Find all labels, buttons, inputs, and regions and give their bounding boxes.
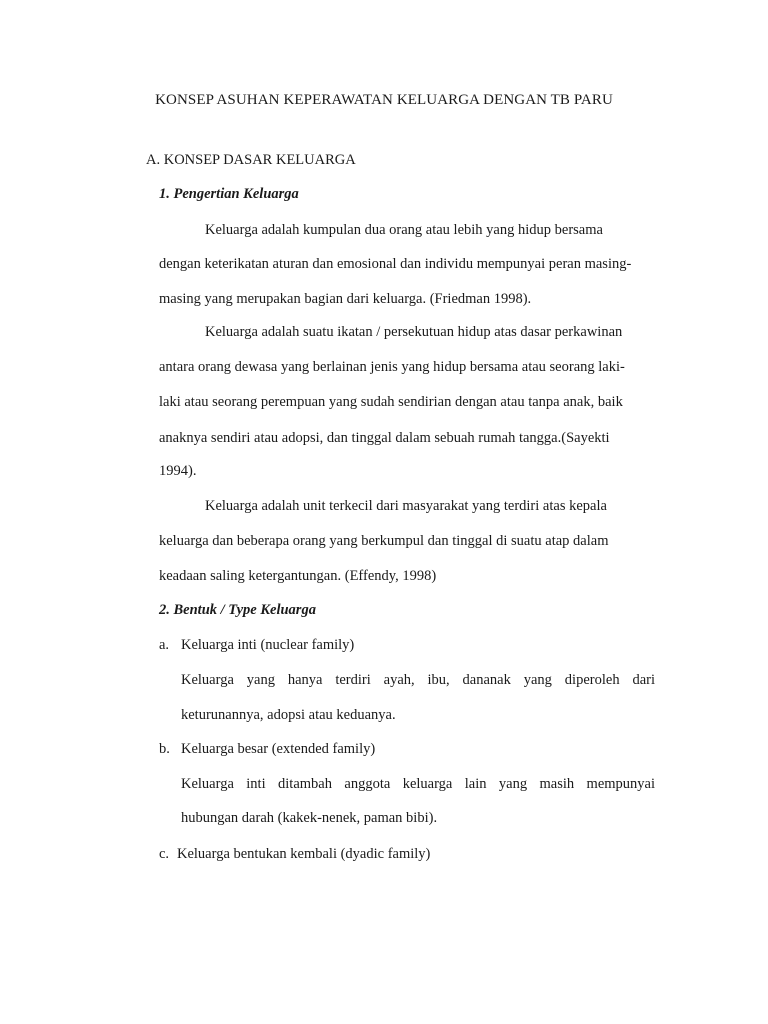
list-item-b-desc-line-1: Keluarga inti ditambah anggota keluarga lain yang masih mempunyai xyxy=(181,776,655,792)
section-a-heading: A. KONSEP DASAR KELUARGA xyxy=(146,152,356,168)
paragraph-1-line-1: Keluarga adalah kumpulan dua orang atau lebih yang hidup bersama xyxy=(205,222,603,238)
paragraph-2-line-3: laki atau seorang perempuan yang sudah sendirian dengan atau tanpa anak, baik xyxy=(159,394,623,410)
list-item-a-desc-line-1: Keluarga yang hanya terdiri ayah, ibu, dananak yang diperoleh dari xyxy=(181,672,655,688)
paragraph-2-line-1: Keluarga adalah suatu ikatan / persekutuan hidup atas dasar perkawinan xyxy=(205,324,623,340)
list-item-b-desc-line-2: hubungan darah (kakek-nenek, paman bibi). xyxy=(181,810,438,826)
paragraph-3-line-3: keadaan saling ketergantungan. (Effendy, 1998) xyxy=(159,568,437,584)
paragraph-2-line-2: antara orang dewasa yang berlainan jenis yang hidup bersama atau seorang laki- xyxy=(159,359,625,375)
list-item-b-label: Keluarga besar (extended family) xyxy=(181,741,376,757)
paragraph-2-line-4: anaknya sendiri atau adopsi, dan tinggal dalam sebuah rumah tangga.(Sayekti xyxy=(159,430,610,446)
list-item-a-marker: a. xyxy=(159,637,170,653)
paragraph-2-line-5: 1994). xyxy=(159,463,197,479)
paragraph-1-line-2: dengan keterikatan aturan dan emosional dan individu mempunyai peran masing- xyxy=(159,256,632,272)
paragraph-3-line-2: keluarga dan beberapa orang yang berkumpul dan tinggal di suatu atap dalam xyxy=(159,533,609,549)
list-item-c-label: Keluarga bentukan kembali (dyadic family) xyxy=(177,846,431,862)
document-title: KONSEP ASUHAN KEPERAWATAN KELUARGA DENGAN TB PARU xyxy=(155,92,613,108)
paragraph-1-line-3: masing yang merupakan bagian dari keluarga. (Friedman 1998). xyxy=(159,291,532,307)
paragraph-3-line-1: Keluarga adalah unit terkecil dari masyarakat yang terdiri atas kepala xyxy=(205,498,607,514)
list-item-b-marker: b. xyxy=(159,741,170,757)
list-item-c-marker: c. xyxy=(159,846,170,862)
subsection-1-heading: 1. Pengertian Keluarga xyxy=(159,186,299,202)
list-item-a-desc-line-2: keturunannya, adopsi atau keduanya. xyxy=(181,707,396,723)
subsection-2-heading: 2. Bentuk / Type Keluarga xyxy=(159,602,316,618)
list-item-a-label: Keluarga inti (nuclear family) xyxy=(181,637,355,653)
